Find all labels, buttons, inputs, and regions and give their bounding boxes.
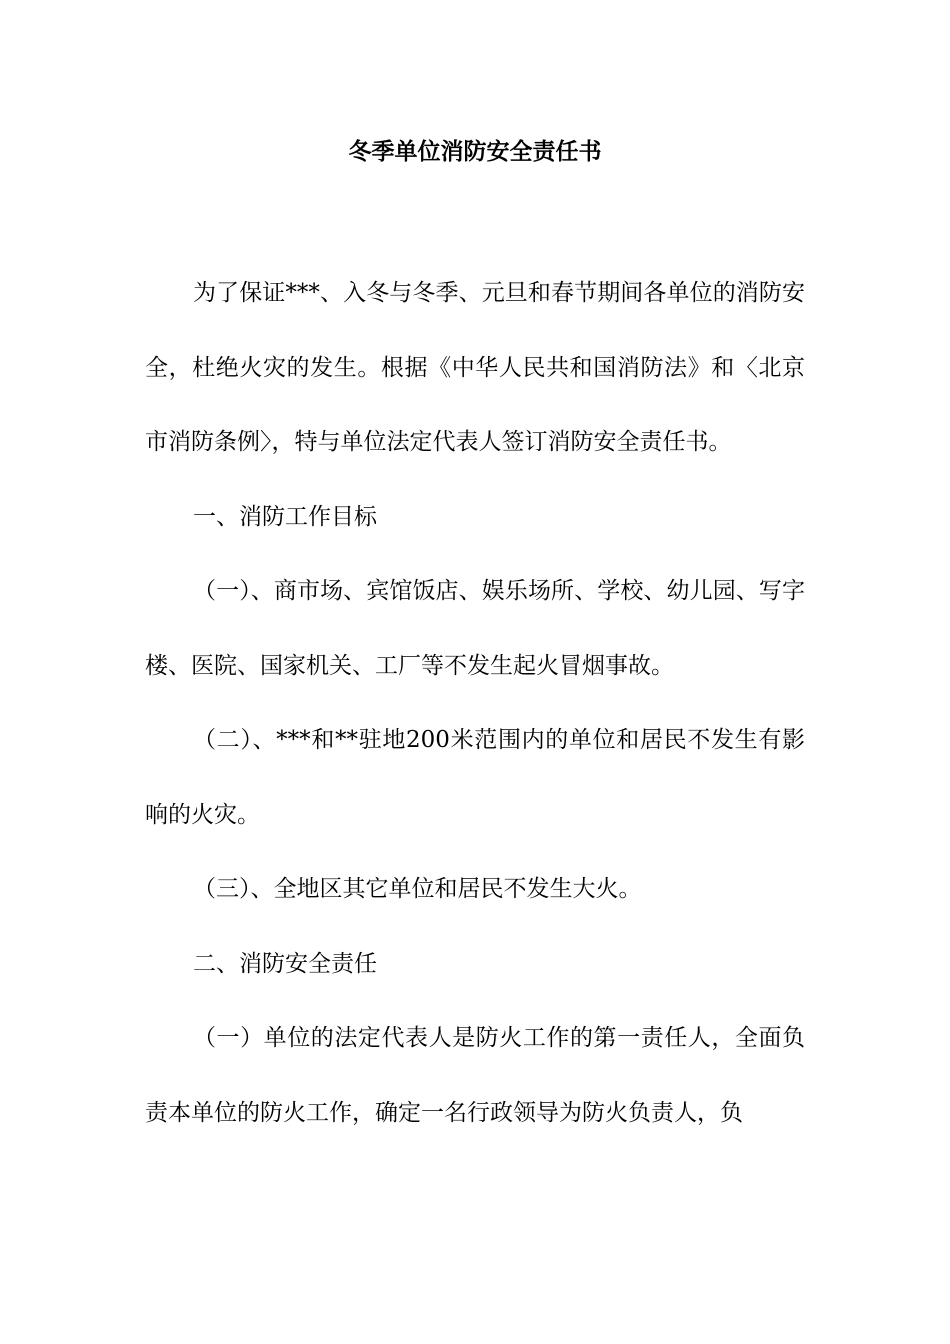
section-heading-responsibility: 二、消防安全责任 <box>193 950 377 977</box>
goal-item-2: （二）、***和**驻地200米范围内的单位和居民不发生有影响的火灾。 <box>145 727 805 828</box>
document-title: 冬季单位消防安全责任书 <box>348 138 602 165</box>
goal-item-1: （一）、商市场、宾馆饭店、娱乐场所、学校、幼儿园、写字楼、医院、国家机关、工厂等不发生起火冒烟事故。 <box>145 578 805 679</box>
goal-item-3: （三）、全地区其它单位和居民不发生大火。 <box>193 876 642 902</box>
document-body <box>145 256 805 1150</box>
responsibility-item-1: （一）单位的法定代表人是防火工作的第一责任人，全面负责本单位的防火工作，确定一名行政领导为防火负责人，负 <box>145 1025 805 1126</box>
section-heading-goals: 一、消防工作目标 <box>193 503 377 530</box>
paragraph-intro: 为了保证***、入冬与冬季、元旦和春节期间各单位的消防安全，杜绝火灾的发生。根据《中华人民共和国消防法》和〈北京市消防条例〉，特与单位法定代表人签订消防安全责任书。 <box>145 280 805 455</box>
